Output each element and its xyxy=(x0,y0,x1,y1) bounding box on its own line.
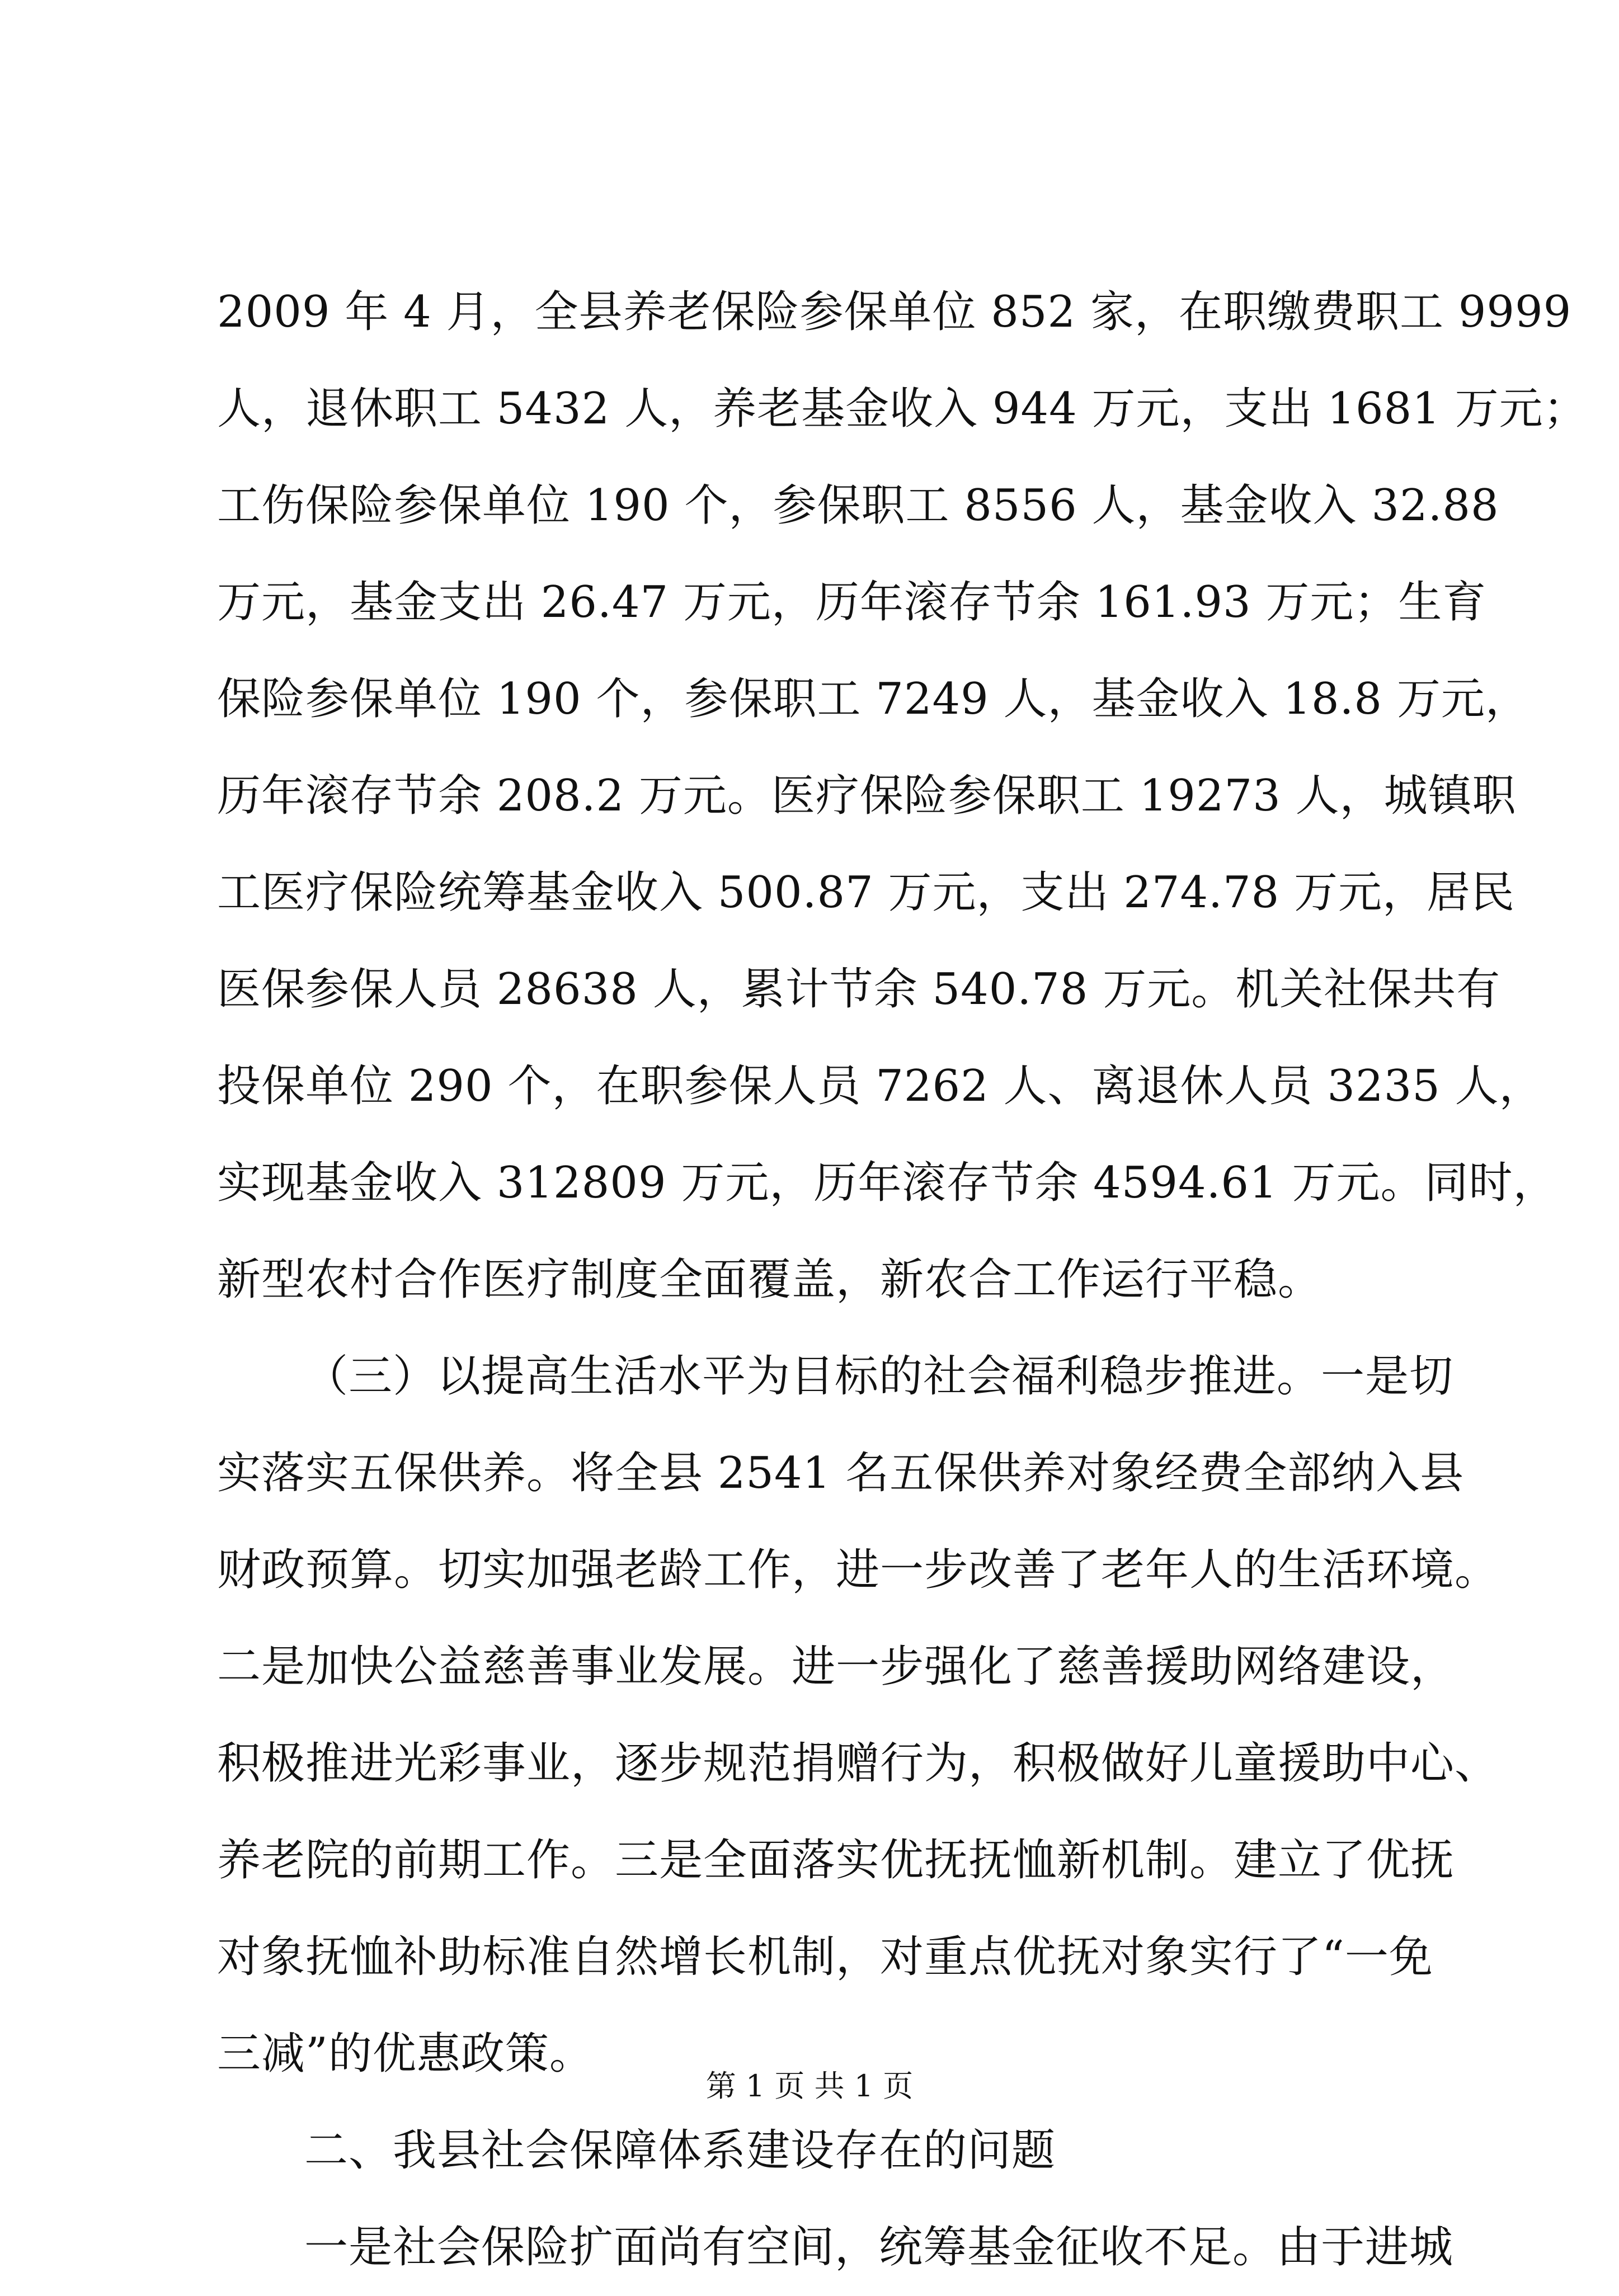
text-line: 实落实五保供养。将全县 2541 名五保供养对象经费全部纳入县 xyxy=(217,1448,1465,1498)
text-line: 新型农村合作医疗制度全面覆盖，新农合工作运行平稳。 xyxy=(217,1255,1323,1305)
text-line: 医保参保人员 28638 人，累计节余 540.78 万元。机关社保共有 xyxy=(217,964,1501,1015)
text-line: 历年滚存节余 208.2 万元。医疗保险参保职工 19273 人，城镇职 xyxy=(217,771,1517,821)
text-line: 财政预算。切实加强老龄工作，进一步改善了老年人的生活环境。 xyxy=(217,1545,1499,1595)
page-footer: 第 1 页 共 1 页 xyxy=(705,2068,914,2104)
text-line: 积极推进光彩事业，逐步规范捐赠行为，积极做好儿童援助中心、 xyxy=(217,1738,1499,1789)
text-line: 2009 年 4 月，全县养老保险参保单位 852 家，在职缴费职工 9999 xyxy=(217,287,1572,337)
text-line: 三减”的优惠政策。 xyxy=(217,2029,594,2079)
text-line: 工医疗保险统筹基金收入 500.87 万元，支出 274.78 万元，居民 xyxy=(217,868,1516,918)
text-line: 工伤保险参保单位 190 个，参保职工 8556 人，基金收入 32.88 xyxy=(217,480,1499,531)
body-text xyxy=(217,264,1588,2296)
paragraph-start-line: （三）以提高生活水平为目标的社会福利稳步推进。一是切 xyxy=(304,1351,1454,1402)
paragraph-start-line: 一是社会保险扩面尚有空间，统筹基金征收不足。由于进城 xyxy=(304,2222,1454,2273)
text-line: 保险参保单位 190 个，参保职工 7249 人，基金收入 18.8 万元， xyxy=(217,674,1529,724)
text-line: 人，退休职工 5432 人，养老基金收入 944 万元，支出 1681 万元； xyxy=(217,384,1588,434)
text-line: 二是加快公益慈善事业发展。进一步强化了慈善援助网络建设， xyxy=(217,1642,1455,1692)
section-heading: 二、我县社会保障体系建设存在的问题 xyxy=(304,2125,1056,2176)
text-line: 万元，基金支出 26.47 万元，历年滚存节余 161.93 万元；生育 xyxy=(217,577,1487,628)
text-line: 养老院的前期工作。三是全面落实优抚抚恤新机制。建立了优抚 xyxy=(217,1835,1455,1885)
text-line: 投保单位 290 个，在职参保人员 7262 人、离退休人员 3235 人， xyxy=(217,1061,1543,1111)
text-line: 对象抚恤补助标准自然增长机制，对重点优抚对象实行了“一免 xyxy=(217,1932,1433,1982)
text-line: 实现基金收入 312809 万元，历年滚存节余 4594.61 万元。同时， xyxy=(217,1158,1557,1208)
